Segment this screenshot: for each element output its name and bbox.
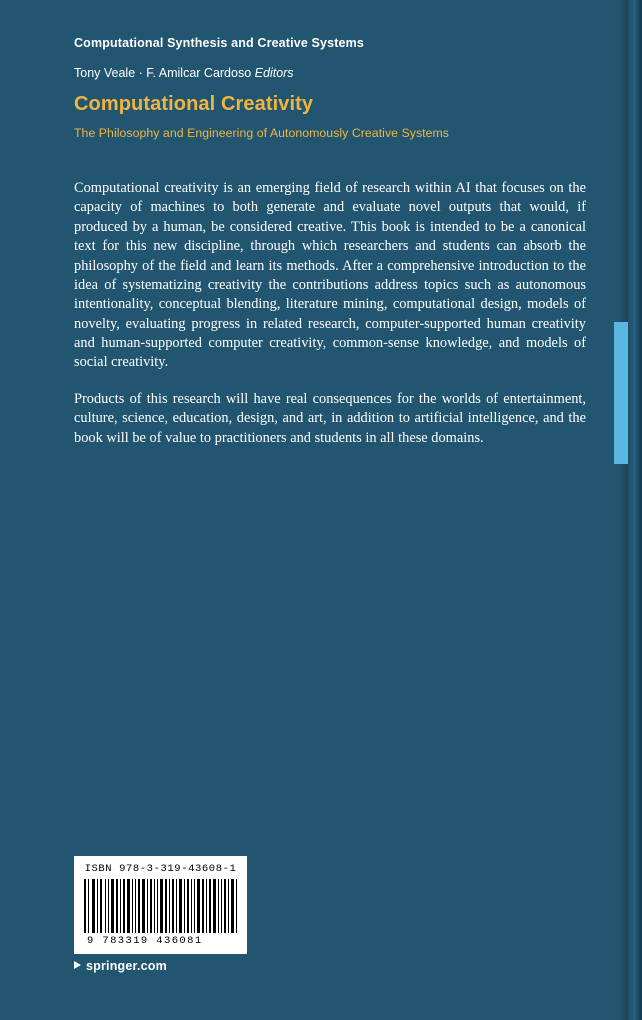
book-title: Computational Creativity xyxy=(74,93,314,115)
triangle-icon xyxy=(74,961,81,969)
blurb-paragraph-1: Computational creativity is an emerging field of research within AI that focuses on the capacity of machines to both generate and evaluate novel outputs that would, if produced by a human, be considered creative. This book is intended to be a canonical text for this new discipline, through which researchers and students can absorb the philosophy of the field and learn its methods. After a comprehensive introduction to the idea of systematizing creativity the contributions address topics such as autonomous intentionality, conceptual blending, literature mining, computational design, models of novelty, evaluating progress in related research, computer-supported human creativity and human-supported computer creativity, common-sense knowledge, and models of social creativity. xyxy=(74,180,586,371)
barcode-bars xyxy=(84,879,237,933)
publisher-logo xyxy=(74,959,167,973)
editors-names: Tony Veale · F. Amilcar Cardoso xyxy=(74,66,252,80)
accent-color-block xyxy=(614,322,628,464)
publisher-name: springer.com xyxy=(86,959,167,973)
spine-shadow xyxy=(618,0,628,1020)
isbn-barcode xyxy=(74,856,247,954)
editors-line xyxy=(74,66,594,80)
ean-digits: 9 783319 436081 xyxy=(87,935,203,947)
editors-label: Editors xyxy=(254,66,294,80)
cover-text-content xyxy=(74,0,594,448)
book-subtitle: The Philosophy and Engineering of Autonomously Creative Systems xyxy=(74,126,449,140)
blurb-paragraph-2: Products of this research will have real consequences for the worlds of entertainment, culture, science, education, design, and art, in addition to artificial intelligence, and the book will be of value to practitioners and students in all these domains. xyxy=(74,390,586,446)
spine-edge xyxy=(628,0,642,1020)
series-title: Computational Synthesis and Creative Systems xyxy=(74,36,365,50)
isbn-text: ISBN 978-3-319-43608-1 xyxy=(84,863,237,875)
